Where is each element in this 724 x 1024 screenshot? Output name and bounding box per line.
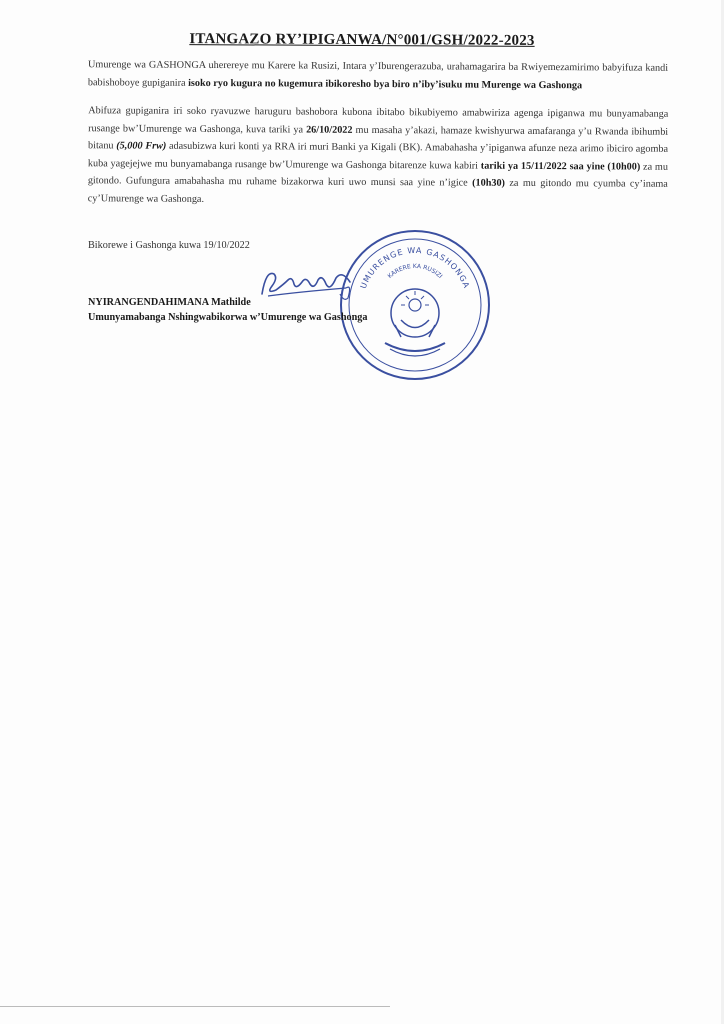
instructions-text-i: za mu gitondo mu cyumba cy’inama cy’Umurenge wa Gashonga. — [87, 177, 668, 205]
intro-tender-subject: isoko ryo kugura no kugemura ibikoresho bya biro n’iby’isuku mu Murenge wa Gashonga — [188, 77, 583, 91]
signatory-title: Umunyamabanga Nshingwabikorwa w’Umurenge wa Gashonga — [88, 312, 368, 323]
paragraph-instructions — [88, 102, 669, 211]
instructions-text-a: Abifuza gupiganira iri soko ryavuzwe haruguru bashobora kubona ibitabo bikubiyemo amabwiriza agenga ipiganwa mu bunyamabanga rusange bw’Umurenge wa Gashonga, kuva tariki ya — [88, 105, 669, 136]
instructions-text-e: adasubizwa kuri konti ya RRA iri muri Banki ya Kigali (BK). Amabahasha y’ipiganwa afunze neza arimo ibiciro agomba kuba yagejejwe mu bunyamabanga rusange bw’Umurenge wa Gashonga bitarenze kuwa kabiri — [87, 140, 669, 172]
intro-text: Umurenge wa GASHONGA uherereye mu Karere ka Rusizi, Intara y’Iburengerazuba, urahamagarira ba Rwiyemezamirimo babyifuza kandi babishoboye gupiganira — [87, 59, 669, 89]
document-title: ITANGAZO RY’IPIGANWA/N°001/GSH/2022-2023 — [189, 31, 535, 49]
issue-dateline: Bikorewe i Gashonga kuwa 19/10/2022 — [88, 240, 250, 251]
scan-edge-line — [0, 1006, 390, 1007]
deadline: tariki ya 15/11/2022 saa yine (10h00) — [480, 160, 641, 173]
stamp-inner-text: KARERE KA RUSIZI — [386, 262, 444, 280]
signatory-name: NYIRANGENDAHIMANA Mathilde — [88, 297, 251, 308]
handwritten-signature — [258, 264, 358, 304]
opening-time: (10h30) — [472, 177, 505, 189]
stamp-outer-text: UMURENGE WA GASHONGA — [358, 245, 472, 291]
paragraph-intro — [88, 56, 668, 95]
official-stamp — [335, 225, 495, 385]
instructions-text-g: za mu gitondo. Gufungura amabahasha mu ruhame bizakorwa kuri uwo munsi saa yine n’igice — [87, 161, 668, 189]
start-date: 26/10/2022 — [306, 124, 353, 136]
svg-text:KARERE KA RUSIZI — [387, 263, 444, 280]
instructions-text-c: mu masaha y’akazi, hamaze kwishyurwa amafaranga y’u Rwanda ibihumbi bitanu — [88, 124, 669, 152]
fee-amount: (5,000 Frw) — [116, 140, 167, 152]
